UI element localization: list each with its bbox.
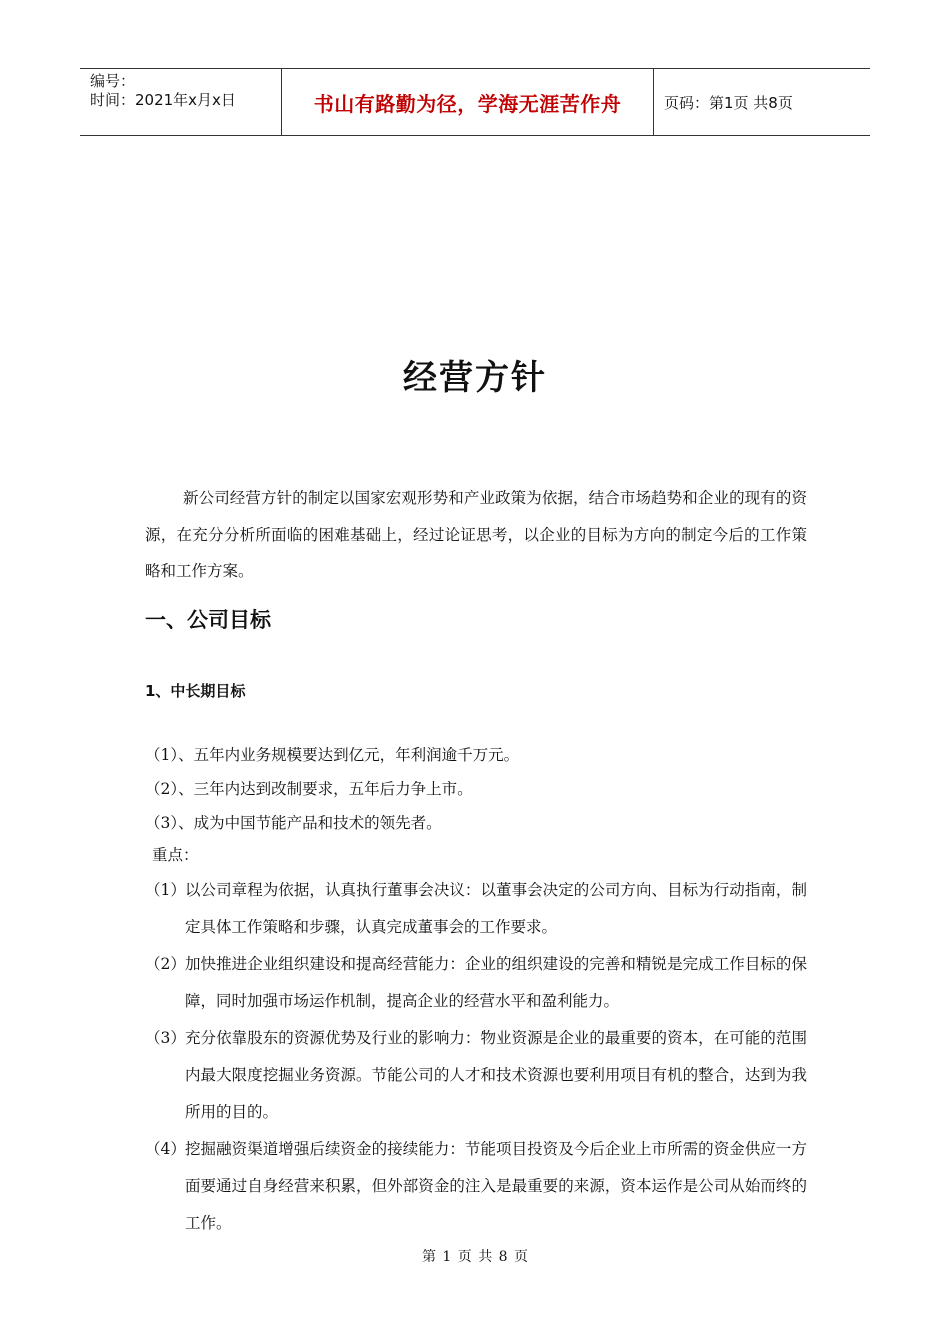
point-number: （1） (145, 881, 186, 899)
section-heading: 一、公司目标 (145, 608, 271, 632)
point-number: （2） (145, 955, 186, 973)
point-text: 加快推进企业组织建设和提高经营能力：企业的组织建设的完善和精锐是完成工作目标的保障，同时加强市场运作机制，提高企业的经营水平和盈利能力。 (185, 955, 807, 1010)
point-text: 充分依靠股东的资源优势及行业的影响力：物业资源是企业的最重要的资本，在可能的范围内最大限度挖掘业务资源。节能公司的人才和技术资源也要利用项目有机的整合，达到为我所用的目的。 (185, 1029, 807, 1121)
focus-points-list (145, 872, 807, 1242)
motto-text: 书山有路勤为径，学海无涯苦作舟 (313, 91, 622, 116)
focus-point (145, 946, 807, 1020)
point-number: （3） (145, 1029, 186, 1047)
document-title: 经营方针 (403, 358, 547, 398)
page-footer: 第 1 页 共 8 页 (421, 1249, 529, 1265)
focus-point (145, 872, 807, 946)
header-table (80, 68, 870, 136)
header-page-cell (654, 69, 870, 135)
intro-paragraph: 新公司经营方针的制定以国家宏观形势和产业政策为依据，结合市场趋势和企业的现有的资源，在充分分析所面临的困难基础上，经过论证思考，以企业的目标为方向的制定今后的工作策略和工作方案。 (145, 489, 807, 580)
header-info-cell (80, 69, 281, 135)
number-label: 编号： (90, 72, 136, 90)
goal-item: （3）、成为中国节能产品和技术的领先者。 (145, 814, 442, 832)
goal-item: （1）、五年内业务规模要达到亿元，年利润逾千万元。 (145, 746, 520, 764)
point-text: 挖掘融资渠道增强后续资金的接续能力：节能项目投资及今后企业上市所需的资金供应一方面要通过自身经营来积累，但外部资金的注入是最重要的来源，资本运作是公司从始而终的工作。 (185, 1140, 807, 1232)
focus-point (145, 1020, 807, 1131)
point-text: 以公司章程为依据，认真执行董事会决议：以董事会决定的公司方向、目标为行动指南，制定具体工作策略和步骤，认真完成董事会的工作要求。 (185, 881, 807, 936)
focus-point (145, 1131, 807, 1242)
goal-item: （2）、三年内达到改制要求，五年后力争上市。 (145, 780, 473, 798)
goals-list (145, 738, 807, 840)
focus-label: 重点： (152, 846, 199, 864)
header-motto-cell (281, 69, 654, 135)
date-label: 时间：2021年x月x日 (90, 91, 236, 109)
point-number: （4） (145, 1140, 186, 1158)
page-label: 页码：第1页 共8页 (664, 93, 793, 112)
subsection-heading: 1、中长期目标 (145, 682, 246, 700)
